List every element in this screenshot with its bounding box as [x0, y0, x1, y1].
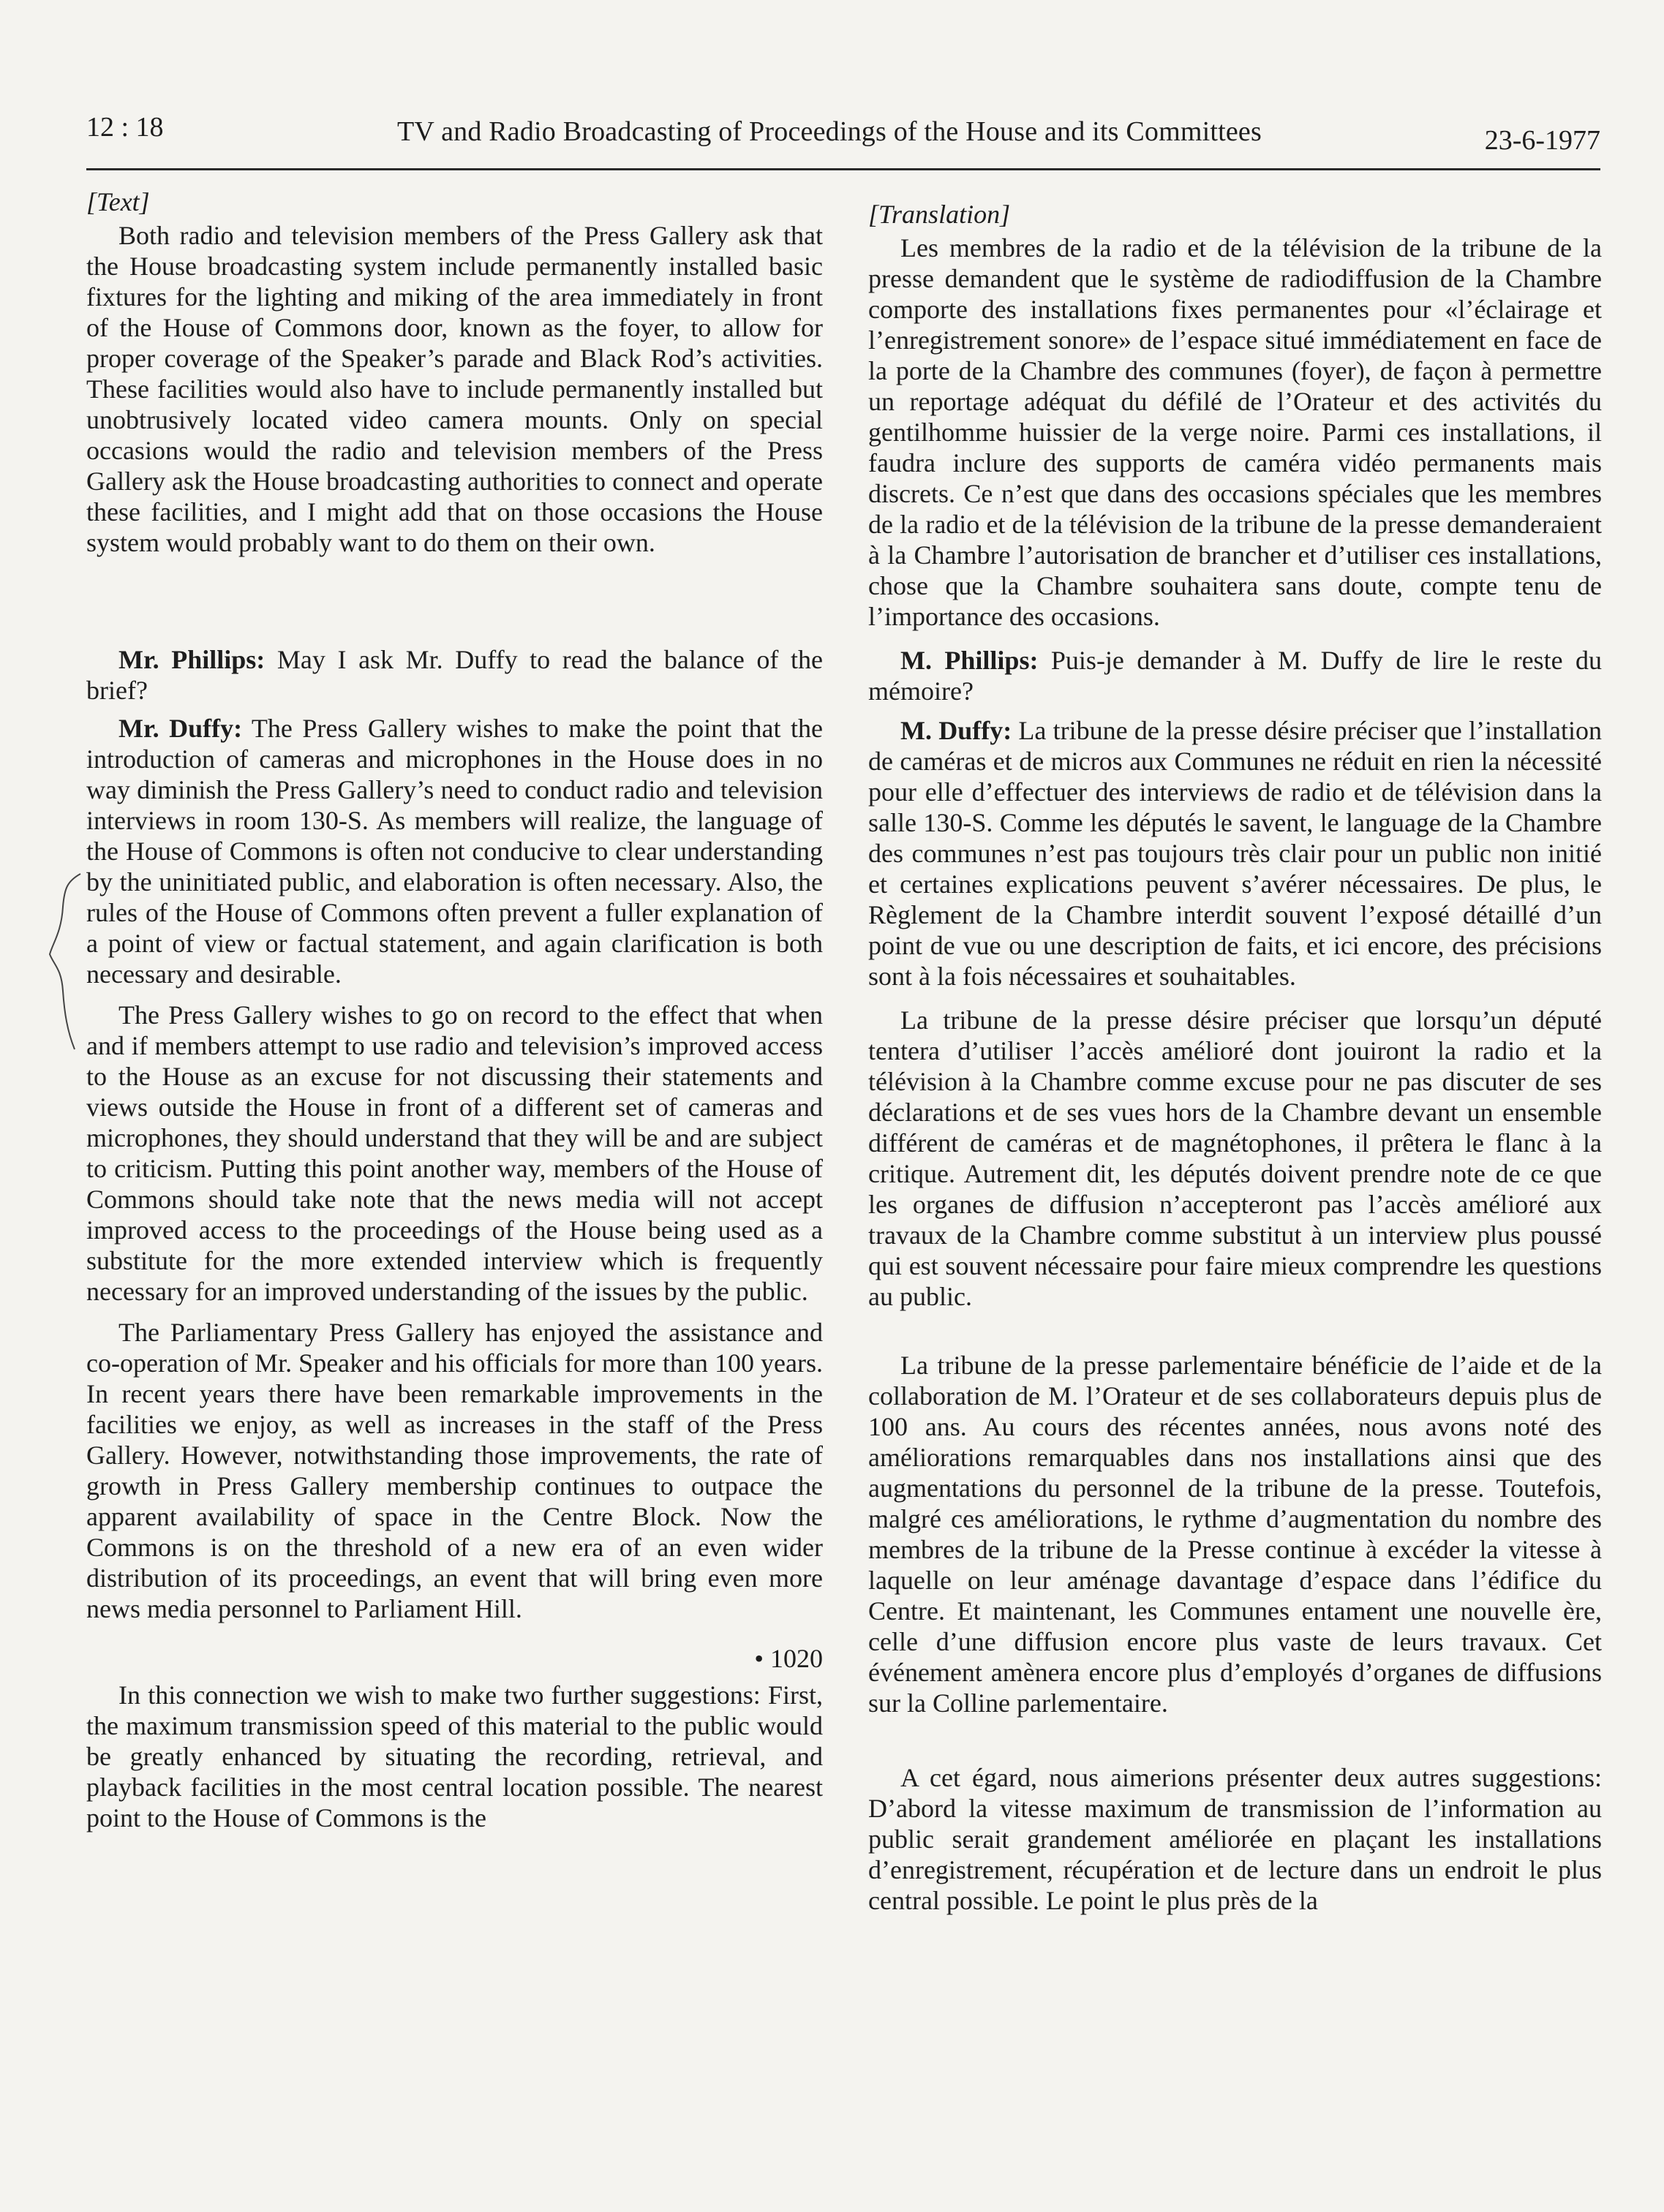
speech-text: Puis-je demander à M. Duffy de lire le reste du mémoire?: [868, 646, 1602, 706]
speaker-name: Mr. Duffy:: [118, 714, 243, 743]
page-header: [86, 110, 1600, 170]
french-paragraph-1: Les membres de la radio et de la télévision de la tribune de la presse demandent que le système de radiodiffusion de la Chambre comporte des installations fixes permanentes pour «l’éclairage et l’enregistrement sonore» de l’espace situé immédiatement en face de la porte de la Chambre des communes (foyer), de façon à permettre un reportage adéquat du défilé de l’Orateur et des activités du gentilhomme huissier de la verge noire. Parmi ces installations, il faudra inclure des supports de caméra vidéo permanents mais discrets. Ce n’est que dans des occasions spéciales que les membres de la radio et de la télévision de la tribune de la presse demanderaient à la Chambre l’autorisation de brancher et d’utiliser ces installations, chose que la Chambre souhaitera sans doute, compte tenu de l’importance des occasions.: [868, 233, 1602, 631]
english-phillips-speech: [86, 644, 823, 706]
french-paragraph-3: La tribune de la presse désire préciser que lorsqu’un député tentera d’utiliser l’accès amélioré dont jouiront la radio et la télévision à la Chambre comme excuse pour ne pas discuter de ses déclarations et de ses vues hors de la Chambre devant un ensemble différent de caméras et de magnétophones, il prêtera le flanc à la critique. Autrement dit, les députés doivent prendre note de ce que les organes de diffusion n’accepteront pas l’accès amélioré aux travaux de la Chambre comme substitut à un interview plus poussé qui est souvent nécessaire pour faire mieux comprendre les questions au public.: [868, 1005, 1602, 1311]
english-paragraph-5: In this connection we wish to make two further suggestions: First, the maximum transmission speed of this material to the public would be greatly enhanced by situating the recording, retrieval, and playback facilities in the most central location possible. The nearest point to the House of Commons is the: [86, 1680, 823, 1832]
english-duffy-speech: [86, 713, 823, 989]
page-number: 12 : 18: [86, 112, 164, 143]
speech-text: The Press Gallery wishes to make the point that the introduction of cameras and microphones in the House does in no way diminish the Press Gallery’s need to conduct radio and television interviews in room 130-S. As members will realize, the language of the House of Commons is often not conducive to clear understanding by the uninitiated public, and elaboration is often necessary. Also, the rules of the House of Commons often prevent a fuller explanation of a point of view or factual statement, and again clarification is both necessary and desirable.: [86, 714, 823, 989]
french-column: [868, 199, 1602, 1916]
french-paragraph-4: La tribune de la presse parlementaire bénéficie de l’aide et de la collaboration de M. l’Orateur et de ses collaborateurs depuis plus de 100 ans. Au cours des récentes années, nous avons noté des améliorations remarquables dans nos installations ainsi que des augmentations du personnel de la tribune de la presse. Toutefois, malgré ces améliorations, le rythme d’augmentation du nombre des membres de la tribune de la Presse continue à excéder la vitesse à laquelle on leur aménage davantage d’espace dans l’édifice du Centre. Et maintenant, les Communes entament une nouvelle ère, celle d’une diffusion encore plus vaste de leurs travaux. Cet événement amènera encore plus d’employés d’organes de diffusions sur la Colline parlementaire.: [868, 1351, 1602, 1718]
french-paragraph-5: A cet égard, nous aimerions présenter deux autres suggestions: D’abord la vitesse maximum de transmission de l’information au public serait grandement améliorée en plaçant les installations d’enregistrement, récupération et de lecture dans un endroit le plus central possible. Le point le plus près de la: [868, 1763, 1602, 1915]
english-paragraph-4: The Parliamentary Press Gallery has enjoyed the assistance and co-operation of Mr. Speaker and his officials for more than 100 years. In recent years there have been remarkable improvements in the facilities we enjoy, as well as increases in the staff of the Press Gallery. However, notwithstanding those improvements, the rate of growth in Press Gallery membership continues to outpace the apparent availability of space in the Centre Block. Now the Commons is on the threshold of a new era of an even wider distribution of its proceedings, an event that will bring even more news media personnel to Parliament Hill.: [86, 1318, 823, 1623]
speech-text: May I ask Mr. Duffy to read the balance of the brief?: [86, 645, 823, 705]
speaker-name: M. Duffy:: [900, 716, 1012, 745]
time-marker: • 1020: [754, 1644, 823, 1673]
running-title: TV and Radio Broadcasting of Proceedings of the House and its Committees: [397, 116, 1262, 147]
french-duffy-speech: [868, 715, 1602, 992]
english-paragraph-1: Both radio and television members of the Press Gallery ask that the House broadcasting system include permanently installed basic fixtures for the lighting and miking of the area immediately in front of the House of Commons door, known as the foyer, to allow for proper coverage of the Speaker’s parade and Black Rod’s activities. These facilities would also have to include permanently installed but unobtrusively located video camera mounts. Only on special occasions would the radio and television members of the Press Gallery ask the House broadcasting authorities to connect and operate these facilities, and I might add that on those occasions the House system would probably want to do them on their own.: [86, 221, 823, 557]
speaker-name: M. Phillips:: [900, 646, 1039, 675]
english-paragraph-3: The Press Gallery wishes to go on record to the effect that when and if members attempt to use radio and television’s improved access to the House as an excuse for not discussing their statements and views outside the House in front of a different set of cameras and microphones, they should understand that they will be and are subject to criticism. Putting this point another way, members of the House of Commons should take note that the news media will not accept improved access to the proceedings of the House being used as a substitute for the more extended interview which is frequently necessary for an improved understanding of the issues by the public.: [86, 1000, 823, 1306]
handwritten-bracket-mark: [45, 867, 89, 1057]
speaker-name: Mr. Phillips:: [118, 645, 266, 674]
speech-text: La tribune de la presse désire préciser que l’installation de caméras et de micros aux Communes ne réduit en rien la nécessité pour elle d’effectuer des interviews de radio et de télévision dans la salle 130-S. Comme les députés le savent, le language de la Chambre des communes n’est pas toujours très clair pour un public non initié et certaines explications peuvent s’avérer nécessaires. De plus, le Règlement de la Chambre interdit souvent l’exposé détaillé d’un point de vue ou une description de faits, et ici encore, des précisions sont à la fois nécessaires et souhaitables.: [868, 716, 1602, 991]
english-column: [86, 186, 823, 1833]
translation-label: [Translation]: [868, 200, 1011, 229]
page-date: 23-6-1977: [1484, 125, 1600, 156]
french-phillips-speech: [868, 645, 1602, 706]
text-label: [Text]: [86, 187, 150, 216]
